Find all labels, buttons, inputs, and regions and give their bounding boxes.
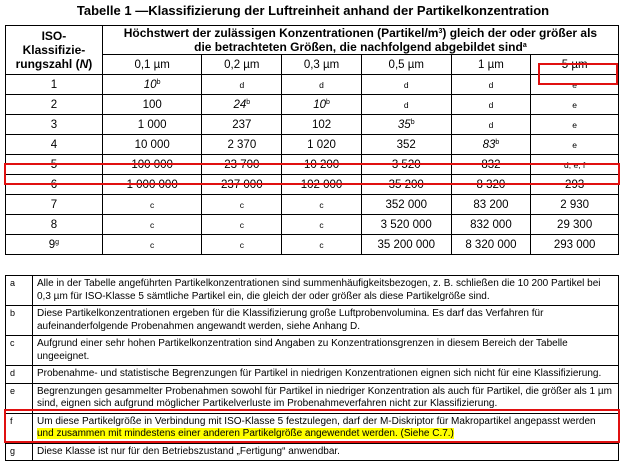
iso-class-number: 3 xyxy=(6,115,103,135)
iso-class-number: 7 xyxy=(6,195,103,215)
footnote-row xyxy=(6,336,619,366)
table-row xyxy=(6,135,619,155)
iso-class-number: 5 xyxy=(6,155,103,175)
concentration-cell: 8 320 xyxy=(451,175,531,195)
table-title: Tabelle 1 —Klassifizierung der Luftreinheit anhand der Partikelkonzentration xyxy=(76,3,550,18)
concentration-cell: 100 000 xyxy=(102,155,202,175)
table-row xyxy=(6,215,619,235)
concentration-cell: 29 300 xyxy=(531,215,619,235)
table-row xyxy=(6,95,619,115)
concentration-cell: 832 000 xyxy=(451,215,531,235)
footnote-text: Diese Partikelkonzentrationen ergeben für die Klassifizierung große Luftprobenvolumina. Es darf das Verfahren für aufeinanderfolgende Probenahmen angewandt werden, siehe Anhang D. xyxy=(33,306,619,336)
concentration-cell: 2 930 xyxy=(531,195,619,215)
concentration-cell: d, e, f xyxy=(531,155,619,175)
table-row xyxy=(6,175,619,195)
table-row xyxy=(6,155,619,175)
footnote-row xyxy=(6,306,619,336)
size-header-3: 0,5 µm xyxy=(361,55,451,75)
concentration-cell: 35 200 000 xyxy=(361,235,451,255)
concentration-cell: 352 000 xyxy=(361,195,451,215)
size-header-4: 1 µm xyxy=(451,55,531,75)
classification-table xyxy=(5,25,619,255)
concentration-cell: c xyxy=(282,195,362,215)
footnote-row xyxy=(6,383,619,413)
footnote-key: g xyxy=(6,443,33,461)
concentration-cell: 10$^b$ xyxy=(282,95,362,115)
concentration-cell: d xyxy=(361,75,451,95)
footnote-key: c xyxy=(6,336,33,366)
concentration-cell: c xyxy=(282,215,362,235)
footnotes-table xyxy=(5,275,619,461)
concentration-cell: c xyxy=(102,195,202,215)
footnote-key: f xyxy=(6,413,33,443)
iso-class-number: 6 xyxy=(6,175,103,195)
concentration-cell: 832 xyxy=(451,155,531,175)
concentration-cell: 83 200 xyxy=(451,195,531,215)
iso-class-header: ISO- Klassifizie- rungszahl (N) xyxy=(6,26,103,75)
table-row xyxy=(6,195,619,215)
size-header-5: 5 µm xyxy=(531,55,619,75)
concentration-cell: c xyxy=(202,195,282,215)
table-row xyxy=(6,75,619,95)
concentration-cell: 293 000 xyxy=(531,235,619,255)
concentration-cell: 1 020 xyxy=(282,135,362,155)
concentration-cell: d xyxy=(282,75,362,95)
footnote-key: b xyxy=(6,306,33,336)
table-row xyxy=(6,235,619,255)
footnote-row xyxy=(6,276,619,306)
concentration-cell: e xyxy=(531,135,619,155)
concentration-cell: 3 520 xyxy=(361,155,451,175)
concentration-cell: 10$^b$ xyxy=(102,75,202,95)
concentration-cell: 35 200 xyxy=(361,175,451,195)
concentration-cell: 237 xyxy=(202,115,282,135)
concentration-cell: 102 xyxy=(282,115,362,135)
footnote-row xyxy=(6,443,619,461)
iso-class-number: 8 xyxy=(6,215,103,235)
iso-class-number: 1 xyxy=(6,75,103,95)
concentration-cell: c xyxy=(202,235,282,255)
concentration-cell: c xyxy=(202,215,282,235)
footnote-row xyxy=(6,366,619,384)
concentration-cell: c xyxy=(102,235,202,255)
concentration-cell: 24$^b$ xyxy=(202,95,282,115)
footnote-text: Um diese Partikelgröße in Verbindung mit ISO-Klasse 5 festzulegen, darf der M-Diskriptor für Makropartikel angepasst werden und zusammen mit mindestens einer anderen Partikelgröße angewendet werden. (Siehe C.7.) xyxy=(33,413,619,443)
concentration-cell: 8 320 000 xyxy=(451,235,531,255)
concentration-cell: d xyxy=(451,115,531,135)
concentration-cell: d xyxy=(202,75,282,95)
footnote-key: d xyxy=(6,366,33,384)
concentration-cell: c xyxy=(102,215,202,235)
concentration-cell: 10 000 xyxy=(102,135,202,155)
concentration-cell: c xyxy=(282,235,362,255)
footnote-text: Alle in der Tabelle angeführten Partikelkonzentrationen sind summenhäufigkeitsbezogen, z. B. schließen die 10 200 Partikel bei 0,3 µm für ISO-Klasse 5 sämtliche Partikel ein, die gleich der oder größer als diese Partikelgröße sind. xyxy=(33,276,619,306)
concentration-cell: 1 000 xyxy=(102,115,202,135)
iso-class-number: 4 xyxy=(6,135,103,155)
concentration-cell: 352 xyxy=(361,135,451,155)
concentration-cell: d xyxy=(361,95,451,115)
concentration-cell: 100 xyxy=(102,95,202,115)
concentration-cell: e xyxy=(531,95,619,115)
concentration-cell: 237 000 xyxy=(202,175,282,195)
concentration-cell: d xyxy=(451,75,531,95)
size-header-1: 0,2 µm xyxy=(202,55,282,75)
size-header-2: 0,3 µm xyxy=(282,55,362,75)
concentration-cell: 35$^b$ xyxy=(361,115,451,135)
concentration-cell: 2 370 xyxy=(202,135,282,155)
marker-highlight: und zusammen mit mindestens einer anderen Partikelgröße angewendet werden. (Siehe C.7.) xyxy=(37,428,454,439)
concentration-cell: 83$^b$ xyxy=(451,135,531,155)
concentration-cell: e xyxy=(531,75,619,95)
concentration-cell: 10 200 xyxy=(282,155,362,175)
footnote-row xyxy=(6,413,619,443)
iso-class-number: 2 xyxy=(6,95,103,115)
concentration-cell: e xyxy=(531,115,619,135)
concentration-header: Höchstwert der zulässigen Konzentrationen $(Partikel/m^3)$ gleich der oder größer als die betrachteten Größen, die nachfolgend abgebildet sind$^a$ xyxy=(102,26,618,55)
concentration-cell: 293 xyxy=(531,175,619,195)
concentration-cell: 23 700 xyxy=(202,155,282,175)
footnote-text: Probenahme- und statistische Begrenzungen für Partikel in niedrigen Konzentrationen eignen sich nicht für eine Klassifizierung. xyxy=(33,366,619,384)
footnote-text: Begrenzungen gesammelter Probenahmen sowohl für Partikel in niedriger Konzentration als auch für Partikel, die größer als 1 µm sind, eignen sich aufgrund möglicher Partikelverluste im Probenahmeverfahren nicht zur Klassifizierung. xyxy=(33,383,619,413)
concentration-cell: 102 000 xyxy=(282,175,362,195)
footnote-text: Aufgrund einer sehr hohen Partikelkonzentration sind Angaben zu Konzentrationsgrenzen in diesem Bereich der Tabelle ungeeignet. xyxy=(33,336,619,366)
table-row xyxy=(6,115,619,135)
concentration-cell: d xyxy=(451,95,531,115)
footnote-text: Diese Klasse ist nur für den Betriebszustand „Fertigung“ anwendbar. xyxy=(33,443,619,461)
size-header-0: 0,1 µm xyxy=(102,55,202,75)
iso-class-number: 9$^g$ xyxy=(6,235,103,255)
concentration-cell: 3 520 000 xyxy=(361,215,451,235)
footnote-key: a xyxy=(6,276,33,306)
concentration-cell: 1 000 000 xyxy=(102,175,202,195)
footnote-key: e xyxy=(6,383,33,413)
